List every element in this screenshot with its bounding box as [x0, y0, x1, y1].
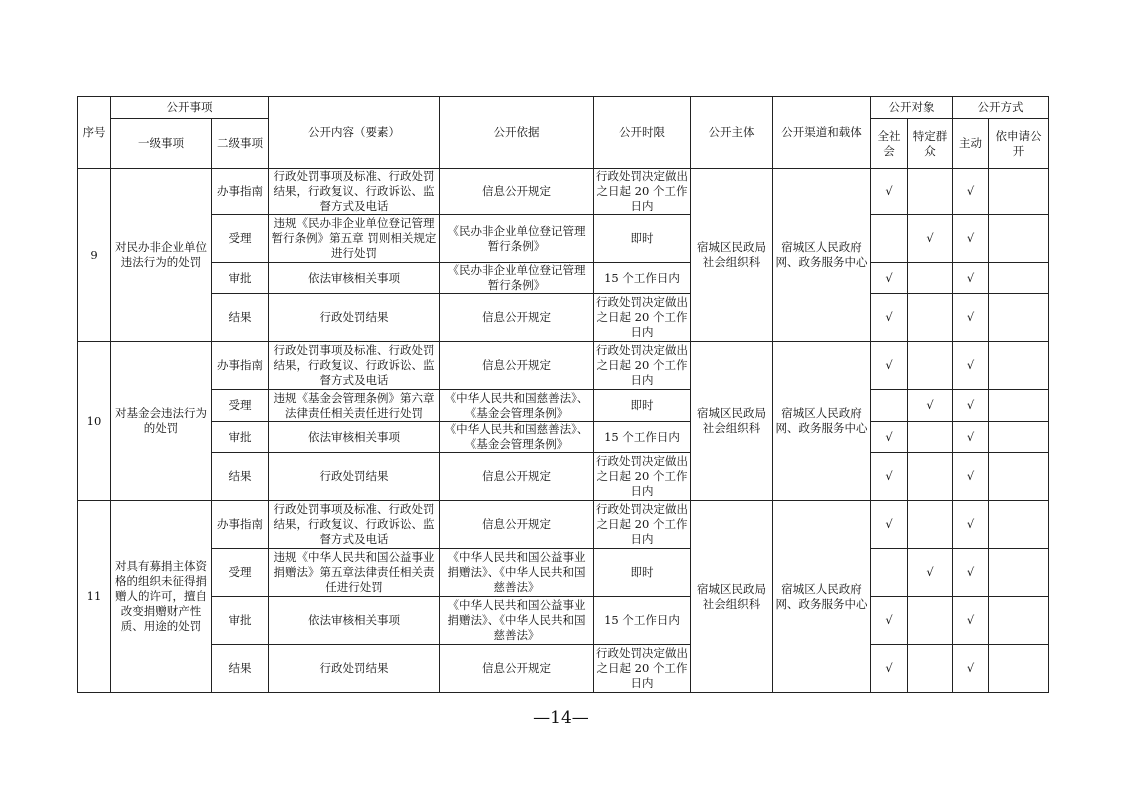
check-on-request [989, 263, 1049, 294]
row-level2: 审批 [212, 263, 269, 294]
row-basis: 《民办非企业单位登记管理暂行条例》 [440, 215, 594, 263]
table-row [78, 342, 1049, 390]
row-level2: 结果 [212, 453, 269, 501]
check-active: √ [953, 215, 989, 263]
row-content: 依法审核相关事项 [269, 422, 440, 453]
row-time: 行政处罚决定做出之日起 20 个工作日内 [594, 645, 691, 693]
row-time: 即时 [594, 215, 691, 263]
check-all-society [871, 390, 908, 422]
check-active: √ [953, 169, 989, 215]
header-on-request: 依申请公开 [989, 119, 1049, 169]
row-level2: 办事指南 [212, 501, 269, 549]
row-level2: 办事指南 [212, 342, 269, 390]
header-content: 公开内容（要素） [269, 97, 440, 169]
header-channel: 公开渠道和载体 [773, 97, 871, 169]
header-basis: 公开依据 [440, 97, 594, 169]
row-time: 15 个工作日内 [594, 597, 691, 645]
table-header [78, 97, 1049, 169]
header-specific-group: 特定群众 [908, 119, 953, 169]
row-level2: 审批 [212, 597, 269, 645]
table-row [78, 390, 1049, 422]
check-active: √ [953, 453, 989, 501]
check-all-society: √ [871, 453, 908, 501]
table-row [78, 597, 1049, 645]
check-active: √ [953, 342, 989, 390]
group-channel: 宿城区人民政府网、政务服务中心 [773, 342, 871, 501]
check-all-society [871, 549, 908, 597]
check-all-society: √ [871, 501, 908, 549]
group-subject: 宿城区民政局社会组织科 [691, 501, 773, 693]
row-level2: 受理 [212, 549, 269, 597]
row-level2: 审批 [212, 422, 269, 453]
row-level2: 办事指南 [212, 169, 269, 215]
check-active: √ [953, 422, 989, 453]
row-content: 依法审核相关事项 [269, 597, 440, 645]
row-basis: 信息公开规定 [440, 342, 594, 390]
row-content: 行政处罚结果 [269, 645, 440, 693]
check-all-society: √ [871, 342, 908, 390]
row-basis: 信息公开规定 [440, 169, 594, 215]
row-basis: 信息公开规定 [440, 645, 594, 693]
row-content: 行政处罚事项及标准、行政处罚结果，行政复议、行政诉讼、监督方式及电话 [269, 501, 440, 549]
row-level2: 受理 [212, 215, 269, 263]
header-seq: 序号 [78, 97, 111, 169]
check-all-society: √ [871, 263, 908, 294]
group-level1: 对具有募捐主体资格的组织未征得捐赠人的许可，擅自改变捐赠财产性质、用途的处罚 [111, 501, 212, 693]
check-active: √ [953, 645, 989, 693]
row-level2: 结果 [212, 294, 269, 342]
row-level2: 受理 [212, 390, 269, 422]
header-target: 公开对象 [871, 97, 953, 119]
check-specific-group [908, 294, 953, 342]
check-active: √ [953, 597, 989, 645]
row-content: 违规《中华人民共和国公益事业捐赠法》第五章法律责任相关责任进行处罚 [269, 549, 440, 597]
check-specific-group [908, 645, 953, 693]
row-time: 即时 [594, 549, 691, 597]
check-on-request [989, 390, 1049, 422]
row-time: 15 个工作日内 [594, 263, 691, 294]
check-on-request [989, 215, 1049, 263]
row-content: 违规《基金会管理条例》第六章法律责任相关责任进行处罚 [269, 390, 440, 422]
table-body [78, 169, 1049, 693]
row-content: 依法审核相关事项 [269, 263, 440, 294]
row-basis: 《中华人民共和国公益事业捐赠法》、《中华人民共和国慈善法》 [440, 597, 594, 645]
group-channel: 宿城区人民政府网、政务服务中心 [773, 169, 871, 342]
check-specific-group [908, 169, 953, 215]
group-seq: 10 [78, 342, 111, 501]
check-all-society: √ [871, 294, 908, 342]
check-active: √ [953, 549, 989, 597]
row-content: 行政处罚结果 [269, 453, 440, 501]
check-all-society [871, 215, 908, 263]
check-on-request [989, 422, 1049, 453]
row-basis: 《民办非企业单位登记管理暂行条例》 [440, 263, 594, 294]
check-on-request [989, 453, 1049, 501]
check-specific-group [908, 453, 953, 501]
check-on-request [989, 549, 1049, 597]
row-basis: 信息公开规定 [440, 453, 594, 501]
check-active: √ [953, 294, 989, 342]
table-row [78, 501, 1049, 549]
check-all-society: √ [871, 422, 908, 453]
check-all-society: √ [871, 169, 908, 215]
disclosure-table [77, 96, 1049, 693]
row-time: 行政处罚决定做出之日起 20 个工作日内 [594, 294, 691, 342]
table-row [78, 294, 1049, 342]
table-row [78, 263, 1049, 294]
check-active: √ [953, 390, 989, 422]
header-time: 公开时限 [594, 97, 691, 169]
check-on-request [989, 645, 1049, 693]
check-on-request [989, 169, 1049, 215]
group-level1: 对民办非企业单位违法行为的处罚 [111, 169, 212, 342]
check-on-request [989, 342, 1049, 390]
check-on-request [989, 501, 1049, 549]
check-specific-group [908, 342, 953, 390]
row-level2: 结果 [212, 645, 269, 693]
row-time: 即时 [594, 390, 691, 422]
table-row [78, 422, 1049, 453]
check-all-society: √ [871, 645, 908, 693]
group-seq: 11 [78, 501, 111, 693]
row-basis: 《中华人民共和国公益事业捐赠法》、《中华人民共和国慈善法》 [440, 549, 594, 597]
row-basis: 信息公开规定 [440, 501, 594, 549]
check-specific-group: √ [908, 215, 953, 263]
row-basis: 信息公开规定 [440, 294, 594, 342]
check-specific-group: √ [908, 549, 953, 597]
row-time: 行政处罚决定做出之日起 20 个工作日内 [594, 501, 691, 549]
header-items: 公开事项 [111, 97, 269, 119]
group-level1: 对基金会违法行为的处罚 [111, 342, 212, 501]
page-number: —14— [533, 708, 589, 728]
check-specific-group [908, 501, 953, 549]
header-level2: 二级事项 [212, 119, 269, 169]
check-specific-group [908, 263, 953, 294]
header-all-society: 全社会 [871, 119, 908, 169]
row-time: 15 个工作日内 [594, 422, 691, 453]
check-specific-group [908, 422, 953, 453]
table-row [78, 215, 1049, 263]
group-subject: 宿城区民政局社会组织科 [691, 169, 773, 342]
check-on-request [989, 294, 1049, 342]
check-on-request [989, 597, 1049, 645]
row-content: 行政处罚事项及标准、行政处罚结果，行政复议、行政诉讼、监督方式及电话 [269, 342, 440, 390]
header-subject: 公开主体 [691, 97, 773, 169]
table-row [78, 453, 1049, 501]
header-active: 主动 [953, 119, 989, 169]
check-active: √ [953, 501, 989, 549]
check-active: √ [953, 263, 989, 294]
row-time: 行政处罚决定做出之日起 20 个工作日内 [594, 342, 691, 390]
row-content: 行政处罚事项及标准、行政处罚结果，行政复议、行政诉讼、监督方式及电话 [269, 169, 440, 215]
row-time: 行政处罚决定做出之日起 20 个工作日内 [594, 453, 691, 501]
table-row [78, 169, 1049, 215]
group-seq: 9 [78, 169, 111, 342]
check-all-society: √ [871, 597, 908, 645]
check-specific-group [908, 597, 953, 645]
group-subject: 宿城区民政局社会组织科 [691, 342, 773, 501]
table-row [78, 645, 1049, 693]
check-specific-group: √ [908, 390, 953, 422]
row-time: 行政处罚决定做出之日起 20 个工作日内 [594, 169, 691, 215]
row-basis: 《中华人民共和国慈善法》、《基金会管理条例》 [440, 422, 594, 453]
table-row [78, 549, 1049, 597]
row-content: 违规《民办非企业单位登记管理暂行条例》第五章 罚则相关规定进行处罚 [269, 215, 440, 263]
row-content: 行政处罚结果 [269, 294, 440, 342]
header-mode: 公开方式 [953, 97, 1049, 119]
group-channel: 宿城区人民政府网、政务服务中心 [773, 501, 871, 693]
row-basis: 《中华人民共和国慈善法》、《基金会管理条例》 [440, 390, 594, 422]
header-level1: 一级事项 [111, 119, 212, 169]
